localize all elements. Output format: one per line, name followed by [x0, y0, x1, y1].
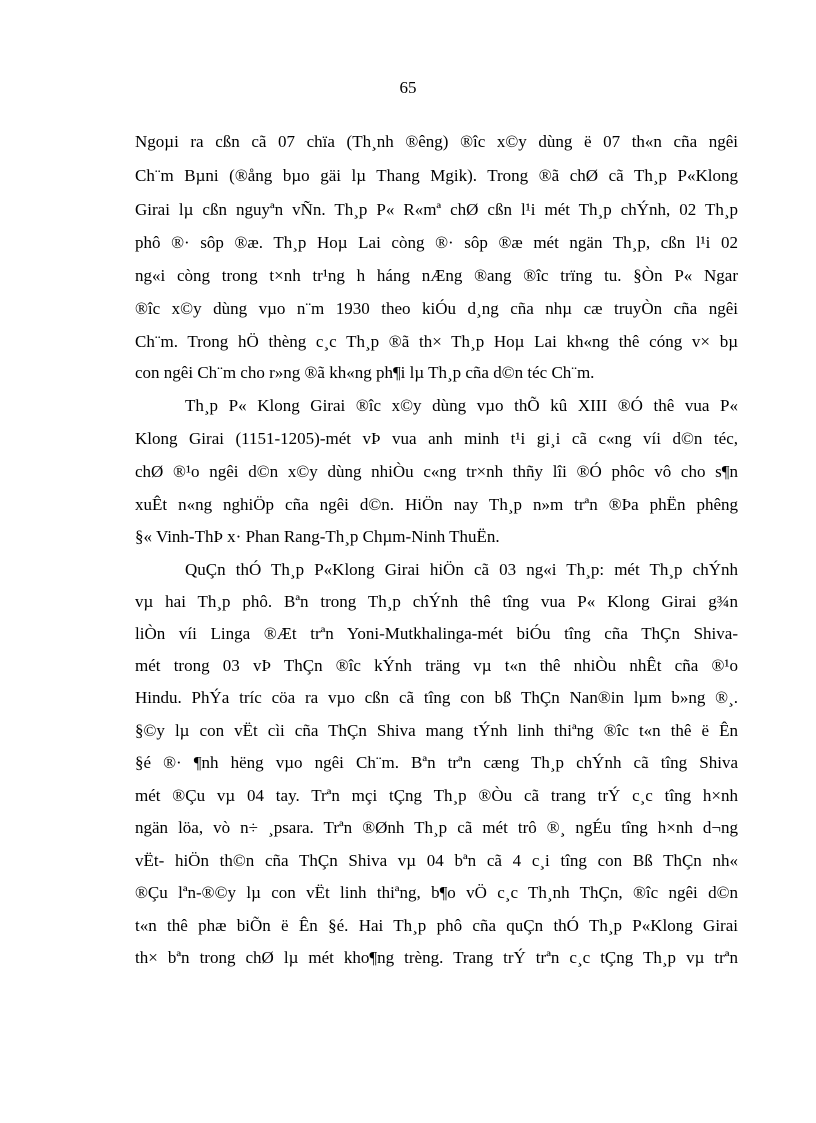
text-line: phô ®· sôp ®æ. Th¸p Hoµ Lai còng ®· sôp ®æ mét ngän Th¸p, cßn l¹i 02 [135, 233, 738, 252]
paragraph-first-line: QuÇn thÓ Th¸p P«Klong Girai hiÖn cã 03 ng«i Th¸p: mét Th¸p chÝnh [185, 560, 738, 579]
text-line: vËt- hiÖn th©n cña ThÇn Shiva vµ 04 bªn cã 4 c¸i tîng con Bß ThÇn nh« [135, 851, 738, 870]
text-line: ng«i còng trong t×nh tr¹ng h háng nÆng ®ang ®îc trïng tu. §Òn P« Ngar [135, 266, 738, 285]
page-number: 65 [399, 78, 417, 97]
text-line: liÒn víi Linga ®Æt trªn Yoni-Mutkhalinga-mét biÓu tîng cña ThÇn Shiva- [135, 624, 738, 643]
text-line: Ngoµi ra cßn cã 07 chïa (Th¸nh ®êng) ®îc x©y dùng ë 07 th«n cña ngêi [135, 132, 738, 151]
paragraph-first-line: Th¸p P« Klong Girai ®îc x©y dùng vµo thÕ kû XIII ®Ó thê vua P« [185, 396, 738, 415]
text-line: §« Vinh-ThÞ x· Phan Rang-Th¸p Chµm-Ninh ThuËn. [135, 527, 500, 546]
text-line: ®Çu lªn-®©y lµ con vËt linh thiªng, b¶o vÖ c¸c Th¸nh ThÇn, ®îc ngêi d©n [135, 883, 738, 902]
text-line: th× bªn trong chØ lµ mét kho¶ng trèng. Trang trÝ trªn c¸c tÇng Th¸p vµ trªn [135, 948, 738, 967]
text-line: vµ hai Th¸p phô. Bªn trong Th¸p chÝnh thê tîng vua P« Klong Girai g¾n [135, 592, 738, 611]
text-line: §©y lµ con vËt cìi cña ThÇn Shiva mang tÝnh linh thiªng ®îc t«n thê ë Ên [135, 721, 738, 740]
text-line: t«n thê phæ biÕn ë Ên §é. Hai Th¸p phô cña quÇn thÓ Th¸p P«Klong Girai [135, 916, 738, 935]
text-line: Klong Girai (1151-1205)-mét vÞ vua anh minh t¹i gi¸i cã c«ng víi d©n téc, [135, 429, 738, 448]
text-line: ngän löa, vò n÷ ¸psara. Trªn ®Ønh Th¸p cã mét trô ®¸ ngÉu tîng h×nh d¬ng [135, 818, 738, 837]
text-line: Hindu. PhÝa tríc cöa ra vµo cßn cã tîng con bß ThÇn Nan®in lµm b»ng ®¸. [135, 688, 738, 707]
text-line: §é ®· ¶nh hëng vµo ngêi Ch¨m. Bªn trªn cæng Th¸p chÝnh cã tîng Shiva [135, 753, 738, 772]
text-line: Ch¨m. Trong hÖ thèng c¸c Th¸p ®ã th× Th¸p Hoµ Lai kh«ng thê cóng v× bµ [135, 332, 738, 351]
text-line: mét ®Çu vµ 04 tay. Trªn mçi tÇng Th¸p ®Òu cã trang trÝ c¸c tîng h×nh [135, 786, 738, 805]
text-line: mét trong 03 vÞ ThÇn ®îc kÝnh träng vµ t«n thê nhiÒu nhÊt cña ®¹o [135, 656, 738, 675]
text-line: xuÊt n«ng nghiÖp cña ngêi d©n. HiÖn nay Th¸p n»m trªn ®Þa phËn phêng [135, 495, 738, 514]
text-line: con ngêi Ch¨m cho r»ng ®ã kh«ng ph¶i lµ Th¸p cña d©n téc Ch¨m. [135, 363, 595, 382]
text-line: Girai lµ cßn nguyªn vÑn. Th¸p P« R«mª chØ cßn l¹i mét Th¸p chÝnh, 02 Th¸p [135, 200, 738, 219]
text-line: Ch¨m Bµni (®ång bµo gäi lµ Thang Mgik). Trong ®ã chØ cã Th¸p P«Klong [135, 166, 738, 185]
text-line: ®îc x©y dùng vµo n¨m 1930 theo kiÓu d¸ng cña nhµ cæ truyÒn cña ngêi [135, 299, 738, 318]
text-line: chØ ®¹o ngêi d©n x©y dùng nhiÒu c«ng tr×nh thñy lîi ®Ó phôc vô cho s¶n [135, 462, 738, 481]
